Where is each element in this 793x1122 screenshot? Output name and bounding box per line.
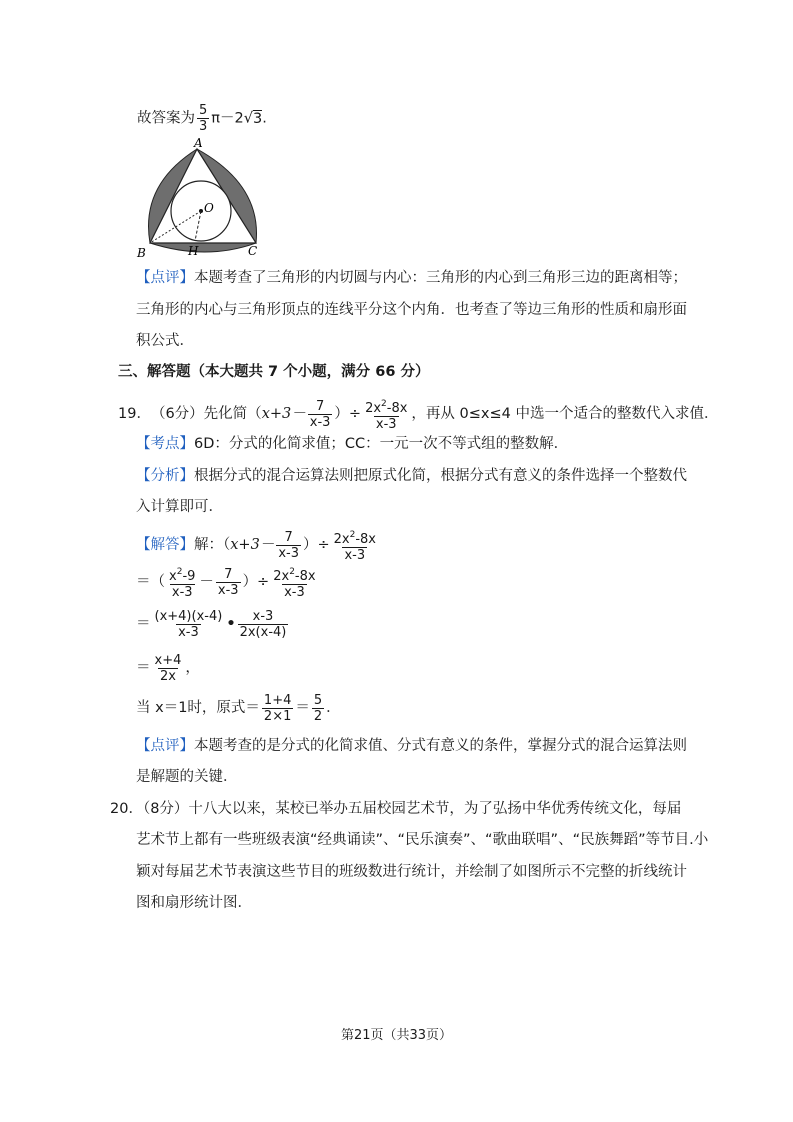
step2-frac-a bbox=[153, 609, 225, 640]
step1-frac-b-num: 7 bbox=[224, 566, 233, 582]
comment1-line2: 三角形的内心与三角形顶点的连线平分这个内角．也考查了等边三角形的性质和扇形面 bbox=[136, 302, 687, 318]
eval-frac-a-num: 1+4 bbox=[263, 692, 292, 708]
dianping-text1: 本题考查的是分式的化简求值、分式有意义的条件，掌握分式的混合运算法则 bbox=[194, 738, 687, 754]
eval-frac-b bbox=[312, 693, 324, 724]
sol-frac1 bbox=[276, 530, 301, 561]
comment1-line1 bbox=[136, 268, 687, 288]
step1-frac-a-den: x-3 bbox=[171, 584, 193, 600]
q19-kaodian bbox=[136, 434, 568, 454]
q20-number: 20． bbox=[110, 801, 143, 817]
answer-frac-den: 3 bbox=[199, 119, 208, 134]
q19-frac2-num bbox=[363, 397, 409, 416]
sqrt-symbol: √ bbox=[243, 110, 253, 127]
q19-dianping-line2: 是解题的关键． bbox=[136, 769, 238, 785]
step1-mid: ）÷ bbox=[242, 574, 270, 590]
step3-frac-num: x+4 bbox=[154, 652, 182, 668]
q19-fenxi-line1 bbox=[136, 466, 687, 486]
sol-paren-div: ）÷ bbox=[302, 537, 330, 553]
comment1-text1: 本题考查了三角形的内切圆与内心：三角形的内心到三角形三边的距离相等； bbox=[194, 270, 687, 286]
answer-fraction bbox=[197, 103, 209, 134]
step1-frac-c-num bbox=[271, 565, 317, 584]
label-h: H bbox=[188, 244, 199, 258]
comment1-line3: 积公式． bbox=[136, 333, 194, 349]
previous-answer bbox=[137, 103, 267, 134]
step1-minus: － bbox=[199, 574, 214, 590]
step3-prefix: ＝ bbox=[136, 660, 151, 676]
q19-expr-x3: x+3－ bbox=[261, 406, 306, 422]
q19-statement bbox=[118, 398, 718, 430]
dianping-tag: 【点评】 bbox=[136, 738, 194, 754]
step2-dot: • bbox=[226, 616, 236, 632]
step1-frac-b-den: x-3 bbox=[217, 582, 239, 598]
step1-num-b: -9 bbox=[182, 568, 196, 584]
step1-num-sup: 2 bbox=[176, 566, 183, 577]
q19-frac2 bbox=[363, 397, 409, 432]
q19-frac2-den: x-3 bbox=[375, 416, 397, 432]
q19-frac2-num-b: -8x bbox=[386, 400, 408, 416]
q19-number: 19． bbox=[118, 406, 151, 422]
q19-paren-div: ）÷ bbox=[334, 406, 362, 422]
step1-frac-c bbox=[271, 565, 317, 600]
q19-step1 bbox=[136, 564, 320, 600]
page-footer: 第21页（共33页） bbox=[340, 1028, 453, 1043]
step3-frac bbox=[153, 653, 184, 684]
sol-frac2-num bbox=[332, 528, 378, 547]
step1-c-num-a: 2x bbox=[273, 568, 290, 584]
eval-frac-a bbox=[262, 693, 293, 724]
eval-frac-b-den: 2 bbox=[313, 708, 323, 724]
step1-frac-c-den: x-3 bbox=[284, 584, 305, 600]
eval-frac-a-den: 2×1 bbox=[263, 708, 292, 724]
q20-line3: 颖对每届艺术节表演这些节目的班级数进行统计，并绘制了如图所示不完整的折线统计 bbox=[136, 864, 687, 880]
q19-step3 bbox=[136, 648, 200, 688]
sol-frac2-den: x-3 bbox=[344, 547, 366, 563]
sqrt-arg: 3 bbox=[253, 110, 263, 127]
label-a: A bbox=[194, 136, 203, 150]
answer-frac-num: 5 bbox=[199, 103, 208, 118]
q19-step2 bbox=[136, 604, 290, 644]
q20-line1 bbox=[110, 799, 681, 819]
q19-score: （6分）先化简（ bbox=[150, 406, 262, 422]
step2-frac-b-num: x-3 bbox=[252, 608, 274, 624]
step1-frac-a bbox=[167, 565, 197, 600]
step1-prefix: ＝（ bbox=[136, 574, 165, 590]
sol-frac2-num-sup: 2 bbox=[349, 529, 356, 540]
jieda-prefix: 解：（ bbox=[194, 537, 231, 553]
q19-solution-start bbox=[136, 528, 380, 562]
fenxi-text1: 根据分式的混合运算法则把原式化简，根据分式有意义的条件选择一个整数代 bbox=[194, 468, 687, 484]
sol-frac1-den: x-3 bbox=[278, 545, 299, 561]
step1-num-a: x bbox=[169, 568, 177, 584]
step2-frac-b-den: 2x(x-4) bbox=[239, 624, 287, 640]
q19-frac2-num-sup: 2 bbox=[381, 398, 387, 409]
q19-tail: ，再从 0≤x≤4 中选一个适合的整数代入求值． bbox=[411, 406, 719, 422]
label-c: C bbox=[248, 244, 258, 258]
q19-frac1-den: x-3 bbox=[309, 414, 331, 430]
eval-frac-b-num: 5 bbox=[313, 692, 323, 708]
q19-frac2-num-a: 2x bbox=[365, 400, 382, 416]
step2-frac-a-num: (x+4)(x-4) bbox=[154, 608, 223, 624]
sol-frac2-num-a: 2x bbox=[333, 531, 350, 547]
step3-frac-den: 2x bbox=[159, 668, 176, 684]
step2-prefix: ＝ bbox=[136, 616, 151, 632]
q20-line2: 艺术节上都有一些班级表演“经典诵读”、“民乐演奏”、“歌曲联唱”、“民族舞蹈”等节目.小 bbox=[136, 832, 709, 848]
step1-c-num-sup: 2 bbox=[289, 566, 295, 577]
step2-frac-a-den: x-3 bbox=[178, 624, 199, 640]
q20-text1: （8分）十八大以来，某校已举办五届校园艺术节，为了弘扬中华优秀传统文化，每届 bbox=[142, 801, 682, 817]
step1-frac-b bbox=[216, 567, 241, 598]
jieda-tag: 【解答】 bbox=[136, 537, 194, 553]
kaodian-text: 6D：分式的化简求值；CC：一元一次不等式组的整数解． bbox=[194, 436, 569, 452]
q19-frac1 bbox=[308, 399, 333, 430]
label-o: O bbox=[204, 201, 214, 215]
triangle-incircle-figure bbox=[132, 135, 272, 265]
step1-frac-a-num bbox=[167, 565, 197, 584]
q19-fenxi-line2: 入计算即可． bbox=[136, 499, 223, 515]
sol-expr-x3: x+3－ bbox=[230, 537, 275, 553]
step2-frac-b bbox=[238, 609, 289, 640]
step3-tail: ， bbox=[185, 660, 200, 676]
step1-c-num-b: -8x bbox=[294, 568, 316, 584]
sol-frac2-num-b: -8x bbox=[355, 531, 376, 547]
q19-evaluation bbox=[136, 690, 341, 726]
sol-frac1-num: 7 bbox=[284, 529, 293, 545]
q19-frac1-num: 7 bbox=[315, 398, 325, 414]
section-title: 三、解答题（本大题共 7 个小题，满分 66 分） bbox=[118, 364, 430, 380]
kaodian-tag: 【考点】 bbox=[136, 436, 194, 452]
fenxi-tag: 【分析】 bbox=[136, 468, 194, 484]
sol-frac2 bbox=[332, 528, 378, 563]
answer-end: . bbox=[262, 110, 267, 127]
eval-eq: ＝ bbox=[295, 700, 310, 716]
eval-when: 当 x＝1时，原式＝ bbox=[136, 700, 260, 716]
answer-suffix: π－2 bbox=[211, 110, 244, 127]
answer-prefix: 故答案为 bbox=[137, 110, 195, 127]
comment1-tag: 【点评】 bbox=[136, 270, 194, 286]
q19-dianping-line1 bbox=[136, 736, 687, 756]
eval-period: ． bbox=[326, 700, 341, 716]
q20-line4: 图和扇形统计图． bbox=[136, 895, 252, 911]
label-b: B bbox=[137, 246, 146, 260]
